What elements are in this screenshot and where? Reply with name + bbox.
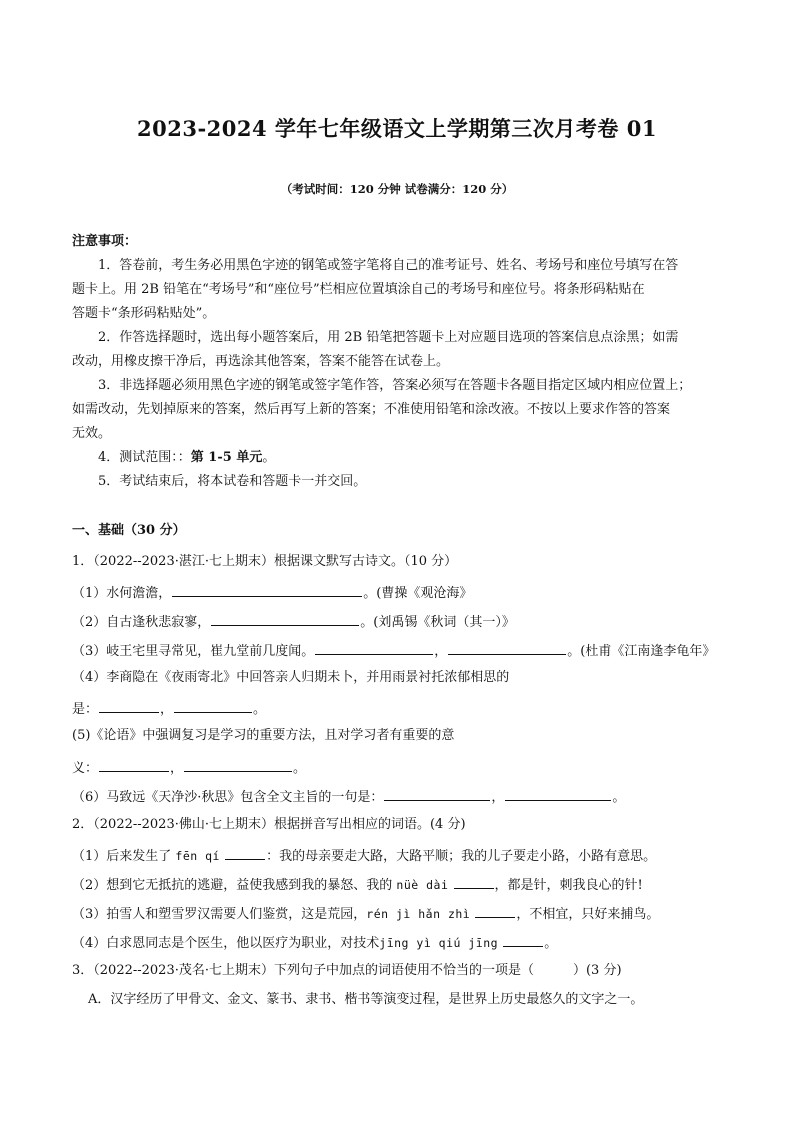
pinyin: fēn qí <box>175 849 220 863</box>
answer-blank[interactable] <box>505 786 611 801</box>
section-heading: 一、基础（30 分） <box>72 523 186 538</box>
q2-item-4-end: 。 <box>544 936 558 951</box>
q2-item-4 <box>72 932 727 953</box>
question-3-stem: 3．（2022--2023·茂名·七上期末）下列句子中加点的词语使用不恰当的一项是（ ）(3 分) <box>72 963 622 978</box>
q1-item-3 <box>72 640 727 661</box>
q1-item-3-source: 。(杜甫《江南逢李龟年》 <box>567 644 716 659</box>
answer-blank[interactable] <box>454 874 494 889</box>
question-1-stem: 1．（2022--2023·湛江·七上期末）根据课文默写古诗文。（10 分） <box>72 554 458 569</box>
answer-blank[interactable] <box>174 698 252 713</box>
note-4-prefix: 4．测试范围：： <box>98 450 191 465</box>
q1-item-1 <box>72 582 727 603</box>
q1-item-4-end: 。 <box>253 702 267 717</box>
q2-item-1 <box>72 845 727 866</box>
answer-blank[interactable] <box>475 903 515 918</box>
q1-item-6-text: （6）马致远《天净沙·秋思》包含全文主旨的一句是： <box>72 790 384 805</box>
q2-item-3 <box>72 903 727 924</box>
q2-item-1-rest: ：我的母亲要走大路，大路平顺；我的儿子要走小路，小路有意思。 <box>266 849 657 864</box>
notes-heading: 注意事项： <box>72 234 138 249</box>
note-3-line-3: 无效。 <box>72 426 112 441</box>
q3-option-a[interactable]: A．汉字经历了甲骨文、金文、篆书、隶书、楷书等演变过程，是世界上历史最悠久的文字之一。 <box>88 992 644 1007</box>
exam-info: （考试时间：120 分钟 试卷满分：120 分） <box>280 182 514 196</box>
note-5: 5．考试结束后，将本试卷和答题卡一并交回。 <box>98 474 367 489</box>
answer-blank[interactable] <box>211 611 359 626</box>
q1-item-3-text: （3）岐王宅里寻常见，崔九堂前几度闻。 <box>72 644 315 659</box>
note-2-line-1: 2．作答选择题时，选出每小题答案后，用 2B 铅笔把答题卡上对应题目选项的答案信息点涂黑；如需 <box>98 330 679 345</box>
q2-item-4-text: （4）白求恩同志是个医生，他以医疗为职业，对技术 <box>72 936 380 951</box>
q2-item-1-text: （1）后来发生了 <box>72 849 172 864</box>
q2-item-2-text: （2）想到它无抵抗的逃避，益使我感到我的暴怒、我的 <box>72 878 393 893</box>
answer-blank[interactable] <box>384 786 490 801</box>
answer-blank[interactable] <box>225 845 265 860</box>
q2-item-2-rest: ，都是针，刺我良心的针! <box>494 878 643 893</box>
answer-blank[interactable] <box>448 640 566 655</box>
page-title: 2023-2024 学年七年级语文上学期第三次月考卷 01 <box>137 116 657 141</box>
q2-item-2 <box>72 874 727 895</box>
note-1-line-3: 答题卡“条形码粘贴处”。 <box>72 306 216 321</box>
q1-item-3-comma: ， <box>434 644 448 659</box>
note-1-line-1: 1．答卷前，考生务必用黑色字迹的钢笔或签字笔将自己的准考证号、姓名、考场号和座位号填写在答 <box>98 258 679 273</box>
note-4-suffix: 。 <box>262 450 276 465</box>
answer-blank[interactable] <box>99 698 159 713</box>
q2-item-3-rest: ，不相宜，只好来捕鸟。 <box>516 907 660 922</box>
q1-item-5-line-2 <box>72 757 727 778</box>
answer-blank[interactable] <box>503 932 543 947</box>
q1-item-6-end: 。 <box>612 790 626 805</box>
q1-item-4-prefix: 是： <box>72 702 99 717</box>
q1-item-1-text: （1）水何澹澹， <box>72 586 172 601</box>
answer-blank[interactable] <box>99 757 169 772</box>
pinyin: nüè dài <box>396 878 449 892</box>
note-1-line-2: 题卡上。用 2B 铅笔在“考场号”和“座位号”栏相应位置填涂自己的考场号和座位号。将条形码粘贴在 <box>72 282 645 297</box>
answer-blank[interactable] <box>184 757 292 772</box>
note-3-line-1: 3．非选择题必须用黑色字迹的钢笔或签字笔作答，答案必须写在答题卡各题目指定区域内相应位置上； <box>98 378 692 393</box>
q1-item-5-line-1: (5)《论语》中强调复习是学习的重要方法，且对学习者有重要的意 <box>72 728 455 743</box>
q2-item-3-text: （3）拍雪人和塑雪罗汉需要人们鉴赏，这是荒园， <box>72 907 367 922</box>
note-2-line-2: 改动，用橡皮擦干净后，再选涂其他答案，答案不能答在试卷上。 <box>72 354 450 369</box>
q1-item-2 <box>72 611 727 632</box>
q1-item-6 <box>72 786 727 807</box>
q1-item-5-end: 。 <box>293 761 307 776</box>
note-4-scope: 第 1-5 单元 <box>190 450 263 465</box>
q1-item-5-prefix: 义： <box>72 761 99 776</box>
q1-item-4-line-2 <box>72 698 727 719</box>
q1-item-4-line-1: （4）李商隐在《夜雨寄北》中回答亲人归期未卜，并用雨景衬托浓郁相思的 <box>72 670 510 685</box>
q1-item-2-source: 。(刘禹锡《秋词（其一）》 <box>360 615 515 630</box>
q1-item-2-text: （2）自古逢秋悲寂寥， <box>72 615 211 630</box>
q1-item-6-comma: ， <box>491 790 505 805</box>
q1-item-4-comma: ， <box>160 702 174 717</box>
answer-blank[interactable] <box>172 582 362 597</box>
note-4 <box>98 449 727 467</box>
question-2-stem: 2．（2022--2023·佛山·七上期末）根据拼音写出相应的词语。(4 分) <box>72 817 466 832</box>
answer-blank[interactable] <box>315 640 433 655</box>
pinyin: jīng yì qiú jīng <box>379 936 499 950</box>
note-3-line-2: 如需改动，先划掉原来的答案，然后再写上新的答案；不准使用铅笔和涂改液。不按以上要求作答的答案 <box>72 402 671 417</box>
q1-item-1-source: 。(曹操《观沧海》 <box>363 586 473 601</box>
q1-item-5-comma: ， <box>170 761 184 776</box>
pinyin: rén jì hǎn zhì <box>366 907 471 921</box>
